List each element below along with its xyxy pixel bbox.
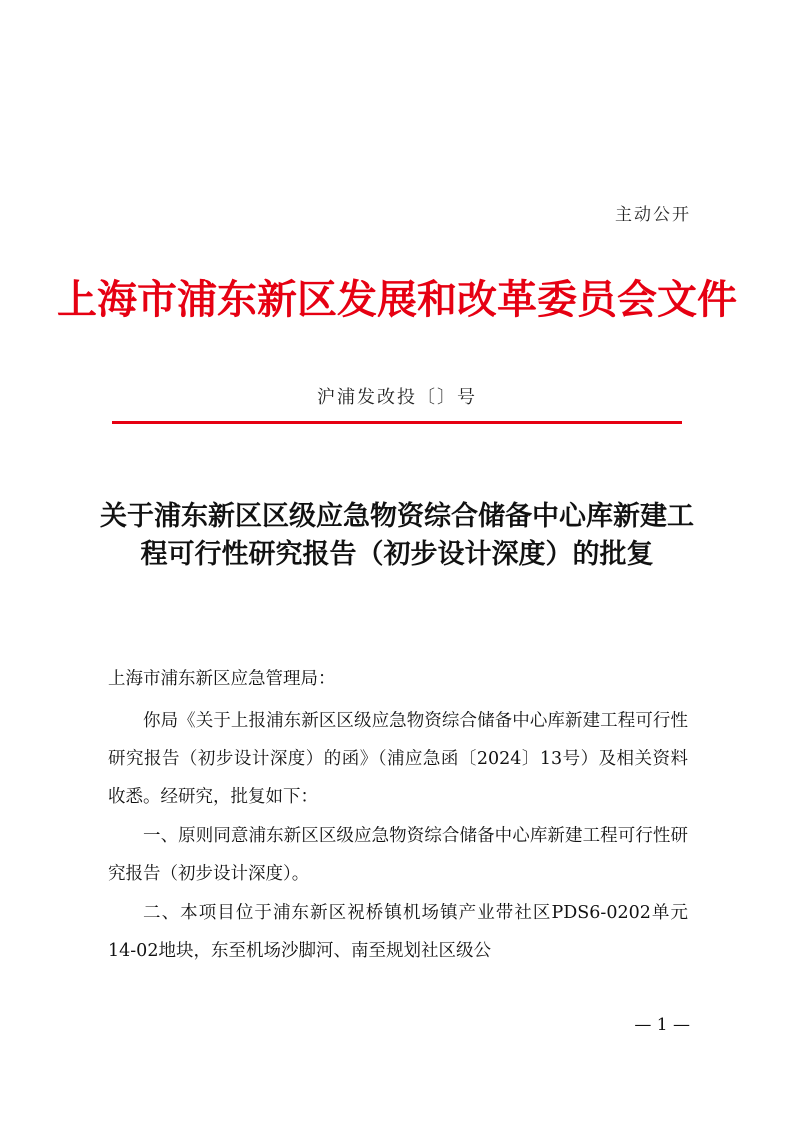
body-paragraph-3: 二、本项目位于浦东新区祝桥镇机场镇产业带社区PDS6-0202单元14-02地块，东至机场沙脚河、南至规划社区级公 [108,903,688,961]
document-title: 关于浦东新区区级应急物资综合储备中心库新建工程可行性研究报告（初步设计深度）的批复 [100,501,694,570]
body-paragraph-1: 你局《关于上报浦东新区区级应急物资综合储备中心库新建工程可行性研究报告（初步设计深度）的函》（浦应急函〔2024〕13号）及相关资料收悉。经研究，批复如下： [108,711,688,807]
document-number: 沪浦发改投〔〕号 [317,387,477,408]
red-separator-line [112,421,682,424]
page-number: — 1 — [634,1015,690,1035]
disclosure-label: 主动公开 [615,205,691,225]
document-masthead: 上海市浦东新区发展和改革委员会文件 [57,276,737,323]
salutation: 上海市浦东新区应急管理局： [108,669,336,689]
body-paragraph-2: 一、原则同意浦东新区区级应急物资综合储备中心库新建工程可行性研究报告（初步设计深度）。 [108,826,688,884]
